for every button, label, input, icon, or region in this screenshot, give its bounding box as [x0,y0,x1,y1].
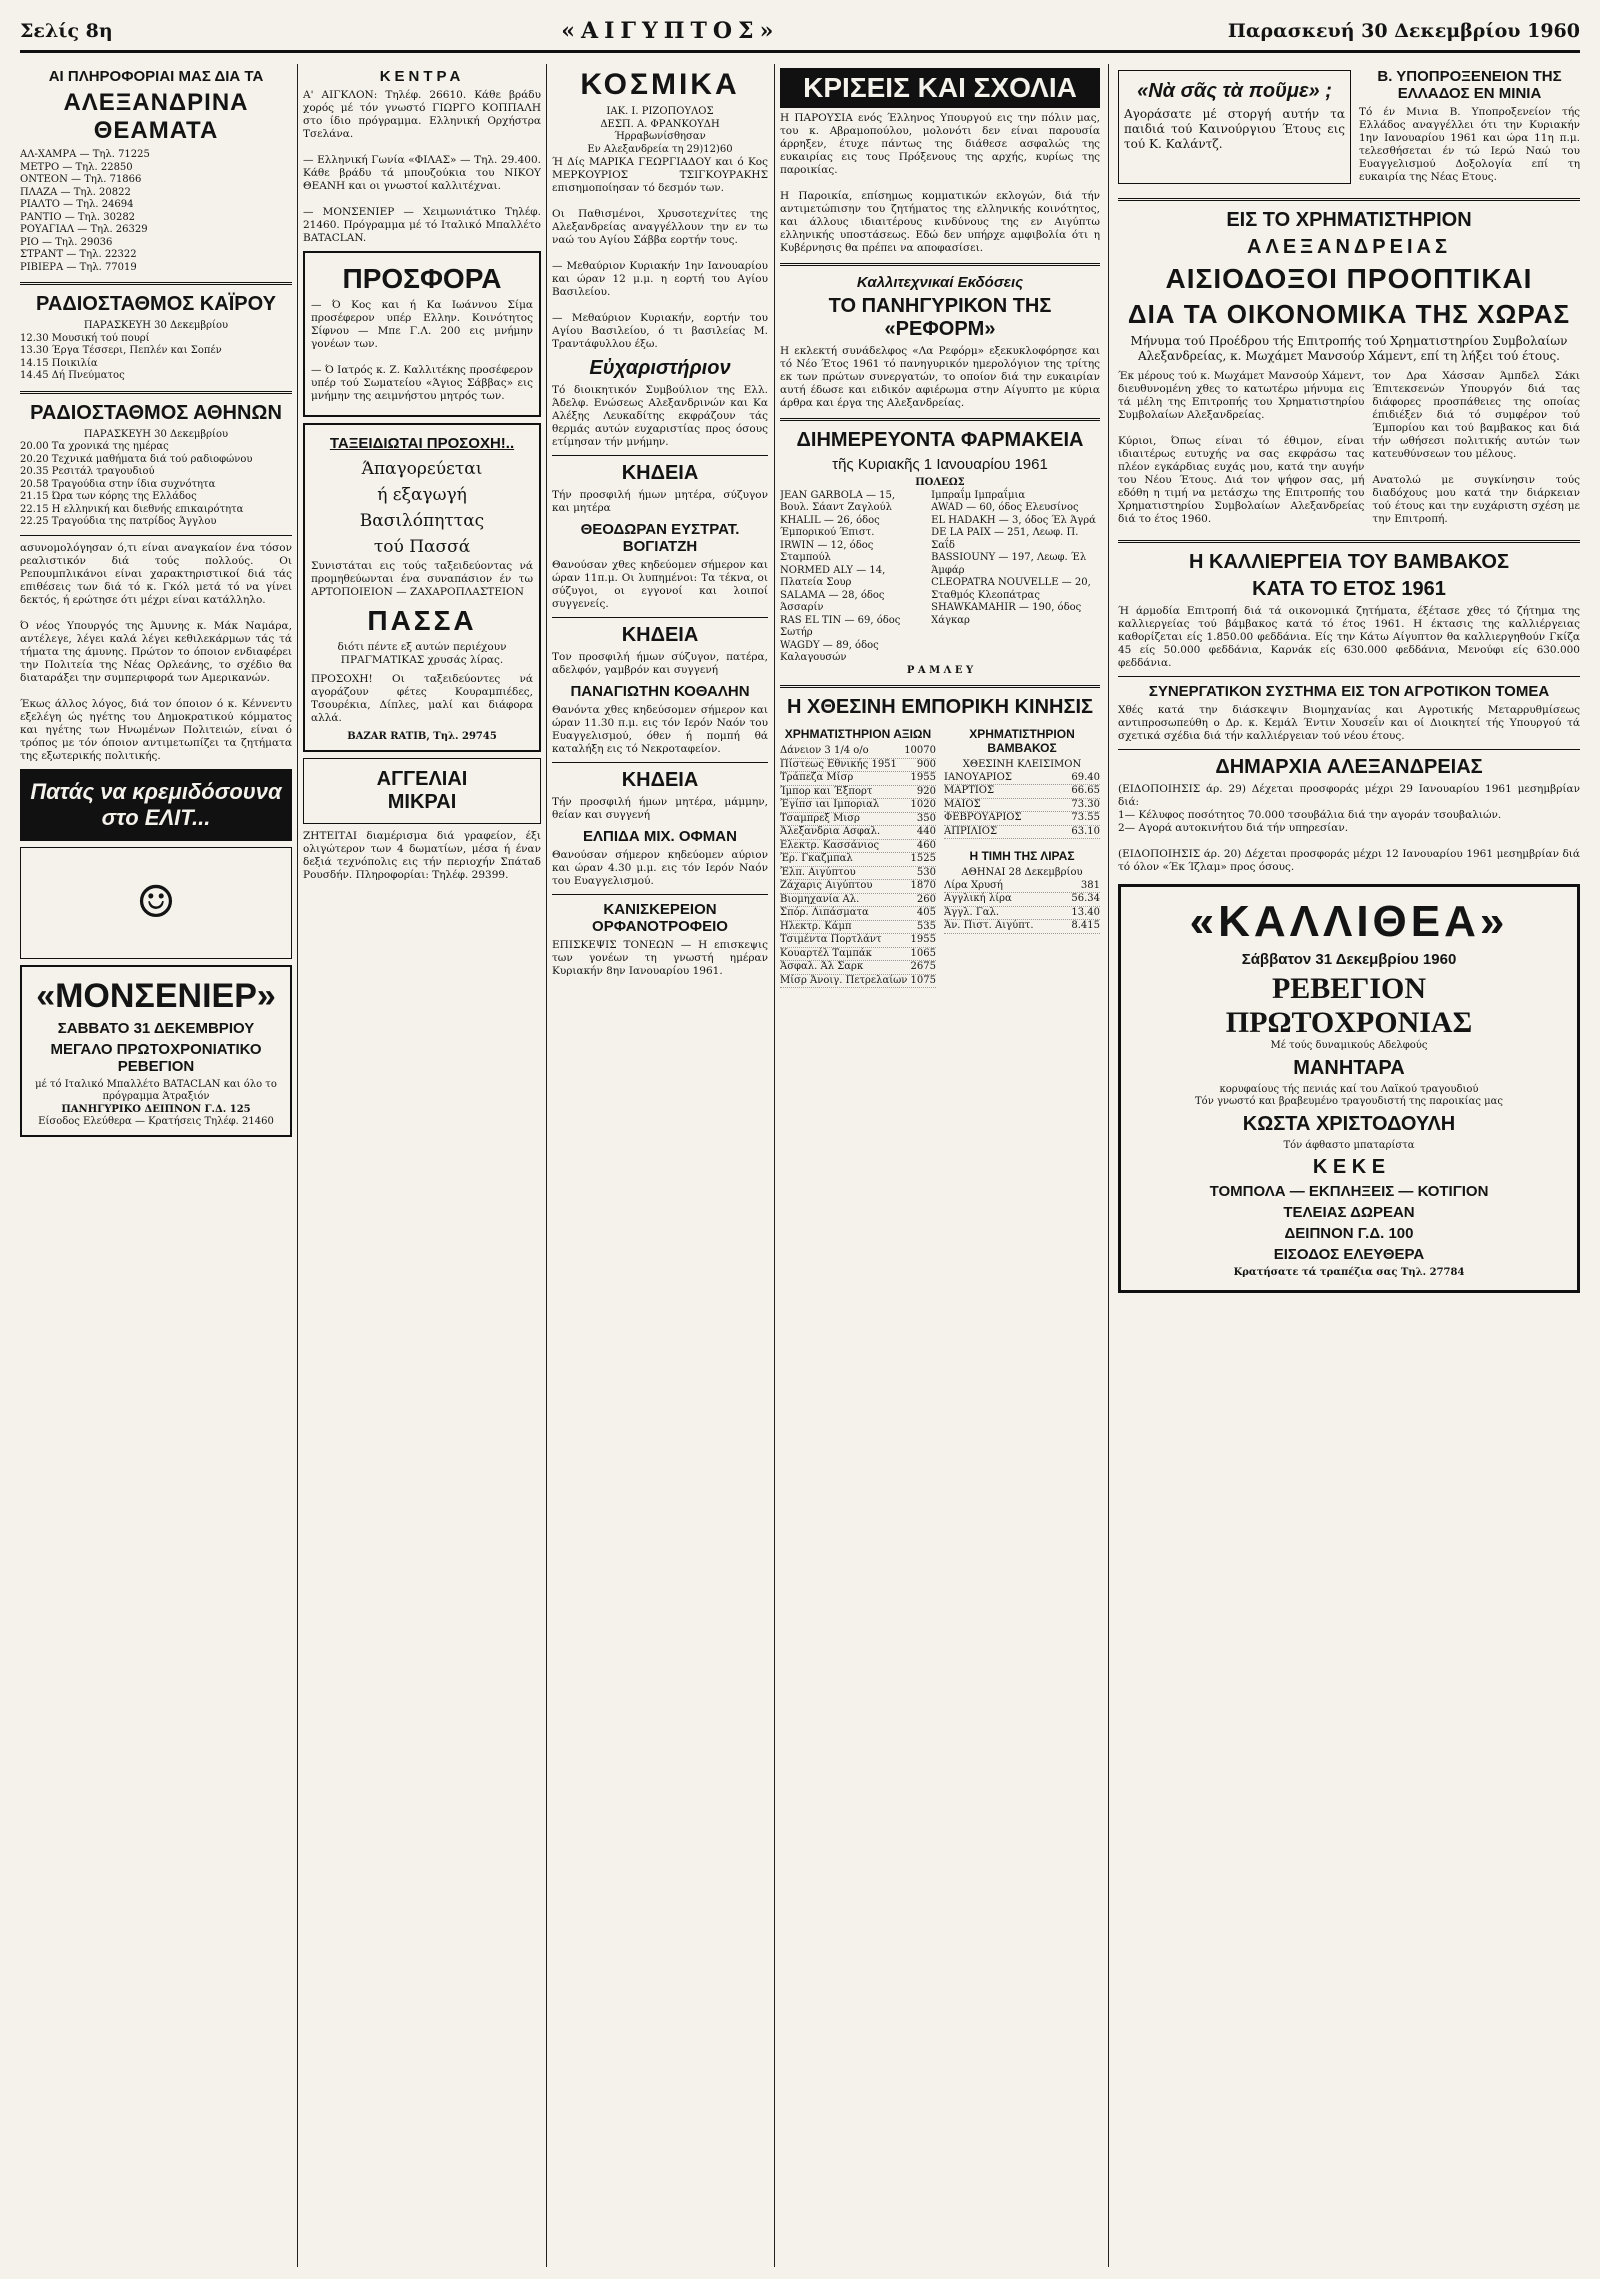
kallithea-detail: κορυφαίους τής πενιάς καί του Λαϊκού τραγουδιού [1219,1083,1479,1095]
list-item: IRWIN — 12, όδος Σταμπούλ [780,539,874,563]
classifieds-heading: ΑΓΓΕΛΙΑΙ ΜΙΚΡΑΙ [376,767,468,813]
kallithea-detail: Τόν άφθαστο μπαταρίστα [1283,1139,1415,1151]
manitara-name: ΜΑΝΗΤΑΡΑ [1293,1056,1405,1079]
table-row: ΜΑΙΟΣ 73.30 [944,799,1100,813]
tombola-line: ΤΟΜΠΟΛΑ — ΕΚΠΛΗΞΕΙΣ — ΚΟΤΙΓΙΟΝ [1209,1183,1489,1200]
newspaper-page [20,12,1580,2267]
bazar-ratib: BAZAR RATIB, Τηλ. 29745 [347,731,497,742]
entry-free: ΕΙΣΟΔΟΣ ΕΛΕΥΘΕΡΑ [1273,1246,1425,1263]
table-row: Μίσρ Άνοιγ. Πετρελαίων 1075 [780,975,936,989]
table-row: ΜΑΡΤΙΟΣ 66.65 [944,785,1100,799]
pharmacy-lists [780,490,1100,665]
list-item: ΡΑΝΤΙΟ — Τηλ. 30282 [20,211,136,223]
funeral-text: Θανούσαν χθες κηδεύομεν σήμερον και ώραν 11π.μ. Οι λυπημένοι: Τα τέκνα, οι σύζυγοι, οι εγγονοί και λοιποί συγγενείς. [552,559,768,610]
list-item: ΜΕΤΡΟ — Τηλ. 22850 [20,161,133,173]
table-row: Λίρα Χρυσή 381 [944,880,1100,894]
column-rule [1108,64,1109,2267]
kosmika-body: Ή Δίς ΜΑΡΙΚΑ ΓΕΩΡΓΙΑΔΟΥ και ό Κος ΜΕΡΚΟΥΡΙΟΣ ΤΣΙΓΚΟΥΡΑΚΗΣ επισημοποίησαν τό δεσμόν των. Οι Παθισμένοι, Χρυσοτεχνίτες της Αλεξανδρείας αναγγέλλουν την εν τω ναώ του Αγίου Σάββα εορτήν τους. — Μεθαύριον Κυριακήν 1ην Ιανουαρίου και ώραν 12 μ.μ. η εορτή του Αγίου Βασιλείου. — Μεθαύριον Κυριακήν, εορτήν του Αγίου Βασιλείου, ό τι βασιλείας Μ. Τραντάφυλλου έξω. [552,156,768,350]
cooperative-heading: ΣΥΝΕΡΓΑΤΙΚΟΝ ΣΥΣΤΗΜΑ ΕΙΣ ΤΟΝ ΑΓΡΟΤΙΚΟΝ ΤΟΜΕΑ [1148,683,1550,700]
cotton-heading: ΧΡΗΜΑΤΙΣΤΗΡΙΟΝ ΒΑΜΒΑΚΟΣ [969,727,1075,755]
vasilopitta-ad [303,423,541,752]
newspaper-title: «ΑΙΓΥΠΤΟΣ» [561,18,780,44]
list-item: 13.30 Έργα Τέσσερι, Πεπλέν και Σοπέν [20,345,222,356]
table-row: Άγγλ. Γαλ. 13.40 [944,907,1100,921]
radio-cairo-list [20,333,292,383]
passa-attention: ΠΡΟΣΟΧΗ! Οι ταξειδεύοντες νά αγοράζουν φέτες Κουραμπιέδες, Τσουρέκια, Δίπλες, μαλί και διάφορα αλλά. [311,673,533,724]
funeral-name: ΕΛΠΙΔΑ ΜΙΧ. ΟΦΜΑΝ [583,828,737,845]
cartoon-illustration: ☺ [20,847,292,959]
table-row: Ζάχαρις Αιγύπτου 1870 [780,880,936,894]
list-item: JEAN GARBOLA — 15, Βουλ. Σάαντ Ζαγλούλ [780,489,896,513]
list-item: EL HADAKH — 3, όδος Έλ Άγρά [931,514,1096,526]
market-heading: Η ΧΘΕΣΙΝΗ ΕΜΠΟΡΙΚΗ ΚΙΝΗΣΙΣ [786,696,1094,718]
kentra-heading: ΚΕΝΤΡΑ [379,68,465,85]
exchange-city: ΑΛΕΞΑΝΔΡΕΙΑΣ [1247,236,1451,258]
classifieds-heading-box [303,758,541,824]
dinner-price: ΔΕΙΠΝΟΝ Γ.Δ. 100 [1284,1225,1414,1242]
list-item: 22.25 Τραγούδια της πατρίδος Άγγλου [20,516,217,527]
list-item: NORMED ALY — 14, Πλατεία Σουρ [780,564,886,588]
table-row: Έρ. Γκαζμπαλ 1525 [780,853,936,867]
nasas-ad [1118,70,1351,184]
table-row: ΙΑΝΟΥΑΡΙΟΣ 69.40 [944,772,1100,786]
funeral-intro: Τον προσφιλή ήμων σύζυγον, πατέρα, αδελφόν, γαμβρόν και συγγενή [552,651,768,676]
monsenier-event: ΜΕΓΑΛΟ ΠΡΩΤΟΧΡΟΝΙΑΤΙΚΟ ΡΕΒΕΓΙΟΝ [50,1040,262,1075]
market-tables [780,723,1100,988]
editions-heading: Καλλιτεχνικαί Εκδόσεις [856,274,1024,291]
orphanage-body: ΕΠΙΣΚΕΨΙΣ ΤΟΝΕΩΝ — Η επισκεψις των γονέων τη γνωστή ημέραν Κυριακήν 8ην Ιανουαρίου 1961. [552,939,768,977]
table-row: Έλπ. Αιγύπτου 530 [780,867,936,881]
optimism-headline: ΑΙΣΙΟΔΟΞΟΙ ΠΡΟΟΠΤΙΚΑΙ [1165,263,1533,294]
column-4 [780,64,1100,988]
reservations: Κρατήσατε τά τραπέζια σας Τηλ. 27784 [1233,1267,1465,1278]
table-row: Ηλεκτρ. Κάμπ 535 [780,921,936,935]
article-body: Έκ μέρους τού κ. Μωχάμετ Μανσούρ Χάμεντ, διευθυνομένη χθες το κατωτέρω μήνυμα εις τά μέλη της Επιτροπής του Χρηματιστηρίου Συμβολαίων Αλεξανδρείας. Κύριοι, Όπως είναι τό έθιμον, είναι ιδιαιτέρως ευτυχής να σας εκφράσω τας πλέον εγκάρδιας ευχάς μου, κατά την αυγήν του Νέου Έτους. Διά τον ψήφον σας, μή εδόθη η τιμή να μετάσχω της Επιτροπής του Χρηματιστηρίου Συμβολαίων Αλεξανδρείας διά το έτος 1960. [1118,370,1365,525]
comments-body: Η ΠΑΡΟΥΣΙΑ ενός Έλληνος Υπουργού εις την πόλιν μας, του κ. Αβραμοπούλου, μολονότι δεν είναι παρουσία άρρηξεν, έτυχε πάντως της διάθεσε ασφαλώς της ευκαιρίας εις τους Πρόξενους της αρχής, κυρίως της παροικίας. Η Παροικία, επίσημως κομματικών εκλογών, διά τήν αντιμετώπισην του ζητήματος της ελληνικής κοινότητος, και άλλους ιδιαιτέρους κινδύνους της εν Αιγύπτω ελληνικής υποστάσεως. Εδώ δεν υπήρχε αμφιβολία ότι η Κυβέρνησις θα πρέπει να αποφασίσει. [780,112,1100,254]
pharmacies-subheading: τῆς Κυριακῆς 1 Ιανουαρίου 1961 [832,456,1048,473]
thanks-body: Τό διοικητικόν Συμβούλιον της Ελλ. Άδελφ. Ενώσεως Αλεξανδρινών και Κα Αλέξης Λευκαδίτης εκφράζουν τάς θερμάς αυτών ευχαριστίας προς όσους ετίμησαν τήν μνήμην. [552,384,768,448]
stocks-table [780,723,936,988]
passa-tagline: διότι πέντε εξ αυτών περιέχουν ΠΡΑΓΜΑΤΙΚΑΣ χρυσάς λίρας. [337,641,507,666]
optimism-headline-2: ΔΙΑ ΤΑ ΟΙΚΟΝΟΜΙΚΑ ΤΗΣ ΧΩΡΑΣ [1127,299,1571,329]
table-row: Τσαμπρεξ Μισρ 350 [780,813,936,827]
cooperative-body: Χθές κατά την διάσκεψιν Βιομηχανίας και Αγροτικής Μεταρρυθμίσεως αντιπροσωπεύθη ο Δρ. κ. Κεμάλ Έντιν Χουσεΐν και οί Διοικητεί τής Υπουργού τά σχετικά σχέδια διά τήν καλλιέργειαν τού νέου έτους. [1118,704,1580,742]
nasas-title: «Νὰ σᾶς τὰ ποῦμε» ; [1137,80,1332,102]
optimism-article [1118,370,1580,532]
column-5 [1118,64,1580,1293]
municipality-body: (ΕΙΔΟΠΟΙΗΣΙΣ άρ. 29) Δέχεται προσφοράς μέχρι 29 Ιανουαρίου 1961 μεσημβρίαν διά: 1— Κέλυφος ποσότητος 70.000 τσουβάλια διά την αγοράν τσουβαλιών. 2— Αγορά αυτοκινήτου διά τήν υπηρεσίαν. (ΕΙΔΟΠΟΙΗΣΙΣ άρ. 20) Δέχεται προσφοράς μέχρι 12 Ιανουαρίου 1961 μεσημβρίαν διά τό όλον «Έκ Ίζλαμ» προς όσους. [1118,783,1580,873]
new-year-title: ΠΡΩΤΟΧΡΟΝΙΑΣ [1225,1006,1473,1039]
cotton-heading: Η ΚΑΛΛΙΕΡΓΕΙΑ ΤΟΥ ΒΑΜΒΑΚΟΣ [1189,551,1509,573]
lira-subheading: ΑΘΗΝΑΙ 28 Δεκεμβρίου [961,867,1083,878]
singer-name: ΚΩΣΤΑ ΧΡΙΣΤΟΔΟΥΛΗ [1242,1112,1456,1135]
table-row: Κουαρτέλ Ταμπάκ 1065 [780,948,936,962]
monsenier-price: ΠΑΝΗΓΥΡΙΚΟ ΔΕΙΠΝΟΝ Γ.Δ. 125 [61,1103,251,1115]
table-row: Σπόρ. Λιπάσματα 405 [780,907,936,921]
funeral-text: Θανόντα χθες κηδεύσομεν σήμερον και ώραν 11.30 π.μ. εις τόν Ιερόν Ναόν του Ευαγγελισμού, όθεν ή πομπή θά καταλήξη εις τό Νεκροταφείον. [552,704,768,755]
radio-athens-list [20,441,292,529]
pharmacies-ramleh: Ρ Α Μ Λ Ε Υ [906,664,974,676]
list-item: SALAMA — 28, όδος Άσσαρίν [780,589,885,613]
monsenier-date: ΣΑΒΒΑΤΟ 31 ΔΕΚΕΜΒΡΙΟΥ [57,1019,255,1037]
comments-heading: ΚΡΙΣΕΙΣ ΚΑΙ ΣΧΟΛΙΑ [780,68,1100,108]
orphanage-heading: ΚΑΝΙΣΚΕΡΕΙΟΝ ΟΡΦΑΝΟΤΡΟΦΕΙΟ [592,901,728,935]
list-item: 14.45 Δή Πνεύματος [20,370,125,381]
list-item: SHAWKAMAHIR — 190, όδος Χάγκαρ [931,602,1082,626]
list-item: WAGDY — 89, όδος Καλαγουσών [780,639,879,663]
pharmacies-heading: ΔΙΗΜΕΡΕΥΟΝΤΑ ΦΑΡΜΑΚΕΙΑ [796,429,1084,451]
prosfora-box [303,251,541,417]
funeral-heading: ΚΗΔΕΙΑ [621,462,699,484]
funeral-text: Θανούσαν σήμερον κηδεύομεν αύριον και ώραν 4.30 μ.μ. εις τόν Ιερόν Ναόν του Ευαγγελισμού. [552,849,768,887]
classifieds-body: ΖΗΤΕΙΤΑΙ διαμέρισμα διά γραφείον, έξι ολιγώτερον των 4 δωματίων, μέσα ή έναν δεξιά τεχνόπολις εις τήν περιοχήν Σπάταδ Ρουσδήν. Πληροφορίαι: Τηλέφ. 29399. [303,829,541,881]
kosmika-heading: ΚΟΣΜΙΚΑ [580,68,740,101]
table-row: Τράπεζα Μίσρ 1955 [780,772,936,786]
list-item: ΣΤΡΑΝΤ — Τηλ. 22322 [20,249,137,260]
list-item: 22.15 Η ελληνική και διεθνής επικαιρότητα [20,503,244,515]
passa-name: ΠΑΣΣΑ [367,605,477,636]
monsenier-details: μέ τό Ιταλικό Μπαλλέτο BATACLAN και όλο το πρόγραμμα Άτραξιόν [35,1078,277,1102]
prosfora-body: — Ό Κος και ή Κα Ιωάννου Σίμα προσέφερον υπέρ Ελλην. Κοινότητος Σίφνου — Μπε Γ.Λ. 200 εις μνήμην γονέων των. — Ό Ιατρός κ. Ζ. Καλλιτέκης προσέφερον υπέρ τού Σωματείου «Άγιος Σάββας» εις μνήμην της αειμνήστου μητρός των. [311,299,533,402]
table-row: Ίμπορ και Έξπορτ 920 [780,786,936,800]
funeral-name: ΠΑΝΑΓΙΩΤΗΝ ΚΟΘΑΛΗΝ [570,683,750,700]
lira-heading: Η ΤΙΜΗ ΤΗΣ ΛΙΡΑΣ [969,849,1075,863]
kallithea-subtitle: Μέ τούς δυναμικούς Αδελφούς [1270,1040,1428,1051]
cinema-list [20,149,292,274]
list-item: AWAD — 60, όδος Ελευσίνος [931,502,1079,513]
page-number: Σελίς 8η [20,20,113,42]
table-row: Έγίπσ ιαι Ιμποριαλ 1020 [780,799,936,813]
table-row: Τσιμέντα Πορτλάντ 1955 [780,934,936,948]
drummer-name: Κ Ε Κ Ε [1312,1156,1386,1178]
list-item: Ιμπραΐμ Ιμπραΐμια [931,489,1026,501]
funeral-heading: ΚΗΔΕΙΑ [621,624,699,646]
table-row: Ελεκτρ. Κασσάνιος 460 [780,840,936,854]
kallithea-ad [1118,884,1580,1293]
column-1 [20,64,292,1143]
radio-cairo-heading: ΡΑΔΙΟΣΤΑΘΜΟΣ ΚΑΪΡΟΥ [36,293,276,315]
column-3 [552,64,768,984]
prosfora-title: ΠΡΟΣΦΟΡΑ [342,263,502,294]
thanks-heading: Εὐχαριστήριον [589,357,731,379]
funeral-intro: Τήν προσφιλή ήμων μητέρα, μάμμην, θείαν και συγγενή [552,796,768,821]
pharmacies-city: ΠΟΛΕΩΣ [915,477,965,488]
export-ban: Άπαγορεύεται ή εξαγωγή Βασιλόπηττας τού Πασσά [359,459,485,557]
stocks-heading: ΧΡΗΜΑΤΙΣΤΗΡΙΟΝ ΑΞΙΩΝ [784,727,932,741]
cotton-heading-2: ΚΑΤΑ ΤΟ ΕΤΟΣ 1961 [1252,578,1446,600]
passa-body: Συνιστάται εις τούς ταξειδεύοντας νά προμηθεύωνται ένα συναπάσιον έν τω ΑΡΤΟΠΟΙΕΙΟΝ — ΖΑΧΑΡΟΠΛΑΣΤΕΙΟΝ [311,560,533,598]
reform-body: Η εκλεκτή συνάδελφος «Λα Ρεφόρμ» εξεκυκλοφόρησε και τό Νέο Έτος 1961 τό πανηγυρικόν ημερολόγιον της τρίτης εκ των πρώτων συνεργατών, το οποίον διά την ευκαιρίαν αυτή έδωσε και ειδικόν αφιέρωμα στην Αίγυπτο με κύρια άρθρα και έργα της Αλεξανδρείας. [780,345,1100,409]
funeral-intro: Τήν προσφιλή ήμων μητέρα, σύζυγον και μητέρα [552,489,768,514]
issue-date: Παρασκευή 30 Δεκεμβρίου 1960 [1227,20,1580,42]
funeral-heading: ΚΗΔΕΙΑ [621,769,699,791]
monsenier-title: «ΜΟΝΣΕΝΙΕΡ» [36,976,276,1015]
list-item: ΡΙΟ — Τηλ. 29036 [20,236,113,248]
table-row: Δάνειον 3 1/4 ο/ο 10070 [780,745,936,759]
column-2 [303,64,541,888]
list-item: BASSIOUNY — 197, Λεωφ. Έλ Άμφάρ [931,552,1087,576]
list-item: 20.00 Τα χρονικά της ημέρας [20,441,169,452]
list-item: ΠΛΑΖΑ — Τηλ. 20822 [20,186,131,198]
list-item: 20.58 Τραγούδια στην ίδια συχνότητα [20,478,216,490]
vice-consulate-notice [1359,64,1580,190]
funeral-name: ΘΕΟΔΩΡΑΝ ΕΥΣΤΡΑΤ. ΒΟΓΙΑΤΖΗ [580,521,740,555]
table-row: Πίστεως Εθνικής 1951 900 [780,759,936,773]
cinema-title: ΑΛΕΞΑΝΔΡΙΝΑ ΘΕΑΜΑΤΑ [63,89,249,144]
optimism-subheading: Μήνυμα τού Προέδρου τής Επιτροπής τού Χρηματιστηρίου Συμβολαίων Αλεξανδρείας, κ. Μωχάμετ Μανσούρ Χάμεντ, επί τη λήξει τού έτους. [1130,334,1568,363]
engagement-notice: ΙΑΚ. Ι. ΡΙΖΟΠΟΥΛΟΣ ΔΕΣΠ. Α. ΦΡΑΝΚΟΥΔΗ Ήρραβωνίσθησαν Εν Αλεξανδρεία τη 29)12)60 [587,106,733,155]
monsenier-footer: Είσοδος Ελεύθερα — Κρατήσεις Τηλέφ. 21460 [38,1116,274,1127]
kentra-body: Α' ΑΙΓΚΛΟΝ: Τηλέφ. 26610. Κάθε βράδυ χορός μέ τόν γνωστό ΓΙΩΡΓΟ ΚΟΠΠΑΛΗ στο ίδιο πρόγραμμα. Ελληνική Ορχήστρα Τσελάνα. — Ελληνική Γωνία «ΦΙΛΑΣ» — Τηλ. 29.400. Κάθε βράδυ τά μπουζούκια του ΝΙΚΟΥ ΘΕΑΝΗ και οι γνωστοί καλλιτέχναι. — ΜΟΝΣΕΝΙΕΡ — Χειμωνιάτικο Τηλέφ. 21460. Πρόγραμμα μέ τό Ιταλικό Μπαλλέτο BATACLAN. [303,89,541,244]
list-item: 12.30 Μουσική τού πουρί [20,332,150,344]
table-row: Άσφαλ. Άλ Σαρκ 2675 [780,961,936,975]
radio-date: ΠΑΡΑΣΚΕΥΗ 30 Δεκεμβρίου [83,428,229,440]
list-item: ΡΙΒΙΕΡΑ — Τηλ. 77019 [20,261,137,273]
cotton-body: Ή άρμοδία Επιτροπή διά τά οικονομικά ζητήματα, έξέτασε χθες τό ζήτημα της καλλιεργείας τού βάμβακος κατά τό έτος 1961. Η έκτασις της καλλιέργειας καθορίζεται είς 1.850.00 φεδδάνια. Είς την Κάτω Αίγυπτον θα καλλιεργηθούν Γκίζα 45 είς 50.000 φεδδάνια, Καρνάκ είς 630.000 φεδδάνια, Μενούφι είς 630.000 φεδδάνια. [1118,605,1580,669]
kallithea-detail: Τόν γνωστό και βραβευμένο τραγουδιστή της παροικίας μας [1195,1096,1503,1107]
vice-consulate-heading: Β. ΥΠΟΠΡΟΞΕΝΕΙΟΝ ΤΗΣ ΕΛΛΑΔΟΣ ΕΝ ΜΙΝΙΑ [1377,68,1562,102]
free-line: ΤΕΛΕΙΑΣ ΔΩΡΕΑΝ [1283,1204,1415,1221]
table-row: Άλεξανδρια Ασφαλ. 440 [780,826,936,840]
table-row: ΦΕΒΡΟΥΑΡΙΟΣ 73.55 [944,812,1100,826]
municipality-heading: ΔΗΜΑΡΧΙΑ ΑΛΕΞΑΝΔΡΕΙΑΣ [1215,756,1483,778]
list-item: ΡΙΑΛΤΟ — Τηλ. 24694 [20,199,134,210]
list-item: RAS EL TIN — 69, όδος Σωτήρ [780,614,901,638]
reform-heading: ΤΟ ΠΑΝΗΓΥΡΙΚΟΝ ΤΗΣ «ΡΕΦΟΡΜ» [828,295,1052,340]
pharmacy-list-left [780,490,923,665]
list-item: CLEOPATRA NOUVELLE — 20, Σταθμός Κλεοπάτρας [931,577,1091,601]
masthead [20,12,1580,53]
list-item: 21.15 Ώρα των κόρης της Ελλάδος [20,491,197,502]
radio-date: ΠΑΡΑΣΚΕΥΗ 30 Δεκεμβρίου [83,320,229,331]
list-item: ΡΟΥΑΓΙΑΛ — Τηλ. 26329 [20,224,148,235]
elite-ad: Πατάς να κρεμιδόσουνα στο ΕΛΙΤ... [20,769,292,841]
list-item: KHALIL — 26, όδος Έμπορικού Έπιστ. [780,514,880,538]
pharmacy-list-right [931,490,1100,665]
table-row: Άν. Πιστ. Αιγύπτ. 8.415 [944,920,1100,934]
list-item: ΑΛ-ΧΑΜΡΑ — Τηλ. 71225 [20,149,150,160]
column-rule [297,64,298,2267]
vice-consulate-body: Τό έν Μινια Β. Υποπροξενείον τής Ελλάδος αναγγέλλει ότι την Κυριακήν 1ην Ιανουαρίου 1961 και ώρα 11η π.μ. τελεσθήσεται έν τώ Ιερώ Ναώ του Ευαγγελισμού Δοξολογία επί τη ευκαιρία της Νέας Ετους. [1359,106,1580,183]
travellers-note: ΤΑΞΕΙΔΙΩΤΑΙ ΠΡΟΣΟΧΗ!.. [329,435,515,452]
nasas-body: Αγοράσατε μέ στοργή αυτήν τα παιδιά τού Καινούργιου Έτους εις τού Κ. Καλάντζ. [1124,107,1345,151]
kallithea-date: Σάββατον 31 Δεκεμβρίου 1960 [1241,951,1457,968]
cotton-table [944,723,1100,988]
table-row: Βιομηχανία Αλ. 260 [780,894,936,908]
list-item: ΟΝΤΕΟΝ — Τηλ. 71866 [20,174,142,185]
column-rule [546,64,547,2267]
monsenier-ad [20,965,292,1137]
list-item: 14.15 Ποικιλία [20,357,98,369]
list-item: 20.20 Τεχνικά μαθήματα διά τού ραδιοφώνου [20,453,253,465]
top-notices [1118,64,1580,190]
table-row: ΑΠΡΙΛΙΟΣ 63.10 [944,826,1100,840]
column-rule [774,64,775,2267]
radio-athens-heading: ΡΑΔΙΟΣΤΑΘΜΟΣ ΑΘΗΝΩΝ [30,401,282,424]
kallithea-title: «ΚΑΛΛΙΘΕΑ» [1189,897,1509,946]
exchange-heading: ΕΙΣ ΤΟ ΧΡΗΜΑΤΙΣΤΗΡΙΟΝ [1226,209,1472,231]
table-row: Αγγλική λίρα 56.34 [944,893,1100,907]
list-item: 20.35 Ρεσιτάλ τραγουδιού [20,466,155,477]
cinema-heading: ΑΙ ΠΛΗΡΟΦΟΡΙΑΙ ΜΑΣ ΔΙΑ ΤΑ [48,68,264,85]
article-body: τον Δρα Χάσσαν Άμπδελ Σάκι Έπιτεκσενών Υπουργόν διά τας διάφορες προσπάθειες της οποίας έπιδιέξεν διά τό συμφέρον τού Έμπορίου και τού βαμβακος και διά τήν ωθήσεσι πολιτικής αυτών των κατευθύνσεων του μέλους. Ανατολώ με συγκίνησιν τούς διαδόχους μου κατά την διάρκειαν τού έτους και την ευχάριστη σχέση με την Επιτροπή. [1372,370,1580,525]
cotton-subheading: ΧΘΕΣΙΝΗ ΚΛΕΙΣΙΜΟΝ [962,759,1082,770]
list-item: DE LA PAIX — 251, Λεωφ. Π. Σαΐδ [931,527,1079,551]
article-body: ασυνομολόγησαν ό,τι είναι αναγκαίον ένα τόσον ρεαλιστικόν διά τούς πολλούς. Οι Ρεπουμπλικάνοι είναι χαρακτηριστικοί διά τάς επιθέσεις των διά τό κ. Γκόλ μετά τό να γίνει δεκτός, ή ερώτησε ότι μέχρι είναι κατάλληλο. Ό νέος Υπουργός της Άμυνης κ. Μάκ Ναμάρα, αντέλεγε, λέγει καλά λέγει κεθιλεκάρμων τάς τά τήματα της άμυνης. Πρώτον το όποιον ενδιαφέρει την Πολιτεία της Νέας Ορλεάνης, το σχέδιο θα διαταράξει την συμπεριφορά των Αμερικανών. Έκως άλλος λόγος, διά τον όποιον ό κ. Κέννεντυ εξελέγη ώς ηγέτης του Δημοκρατικού κόμματος και ηγέτης των Ηνωμένων Πολιτειών, είναι ό τρόπος με τόν όποιον αντιμετωπίζει τα ζητήματα της εξωτερικής πολιτικής. [20,541,292,762]
reveillon-title: ΡΕΒΕΓΙΟΝ [1271,972,1427,1005]
